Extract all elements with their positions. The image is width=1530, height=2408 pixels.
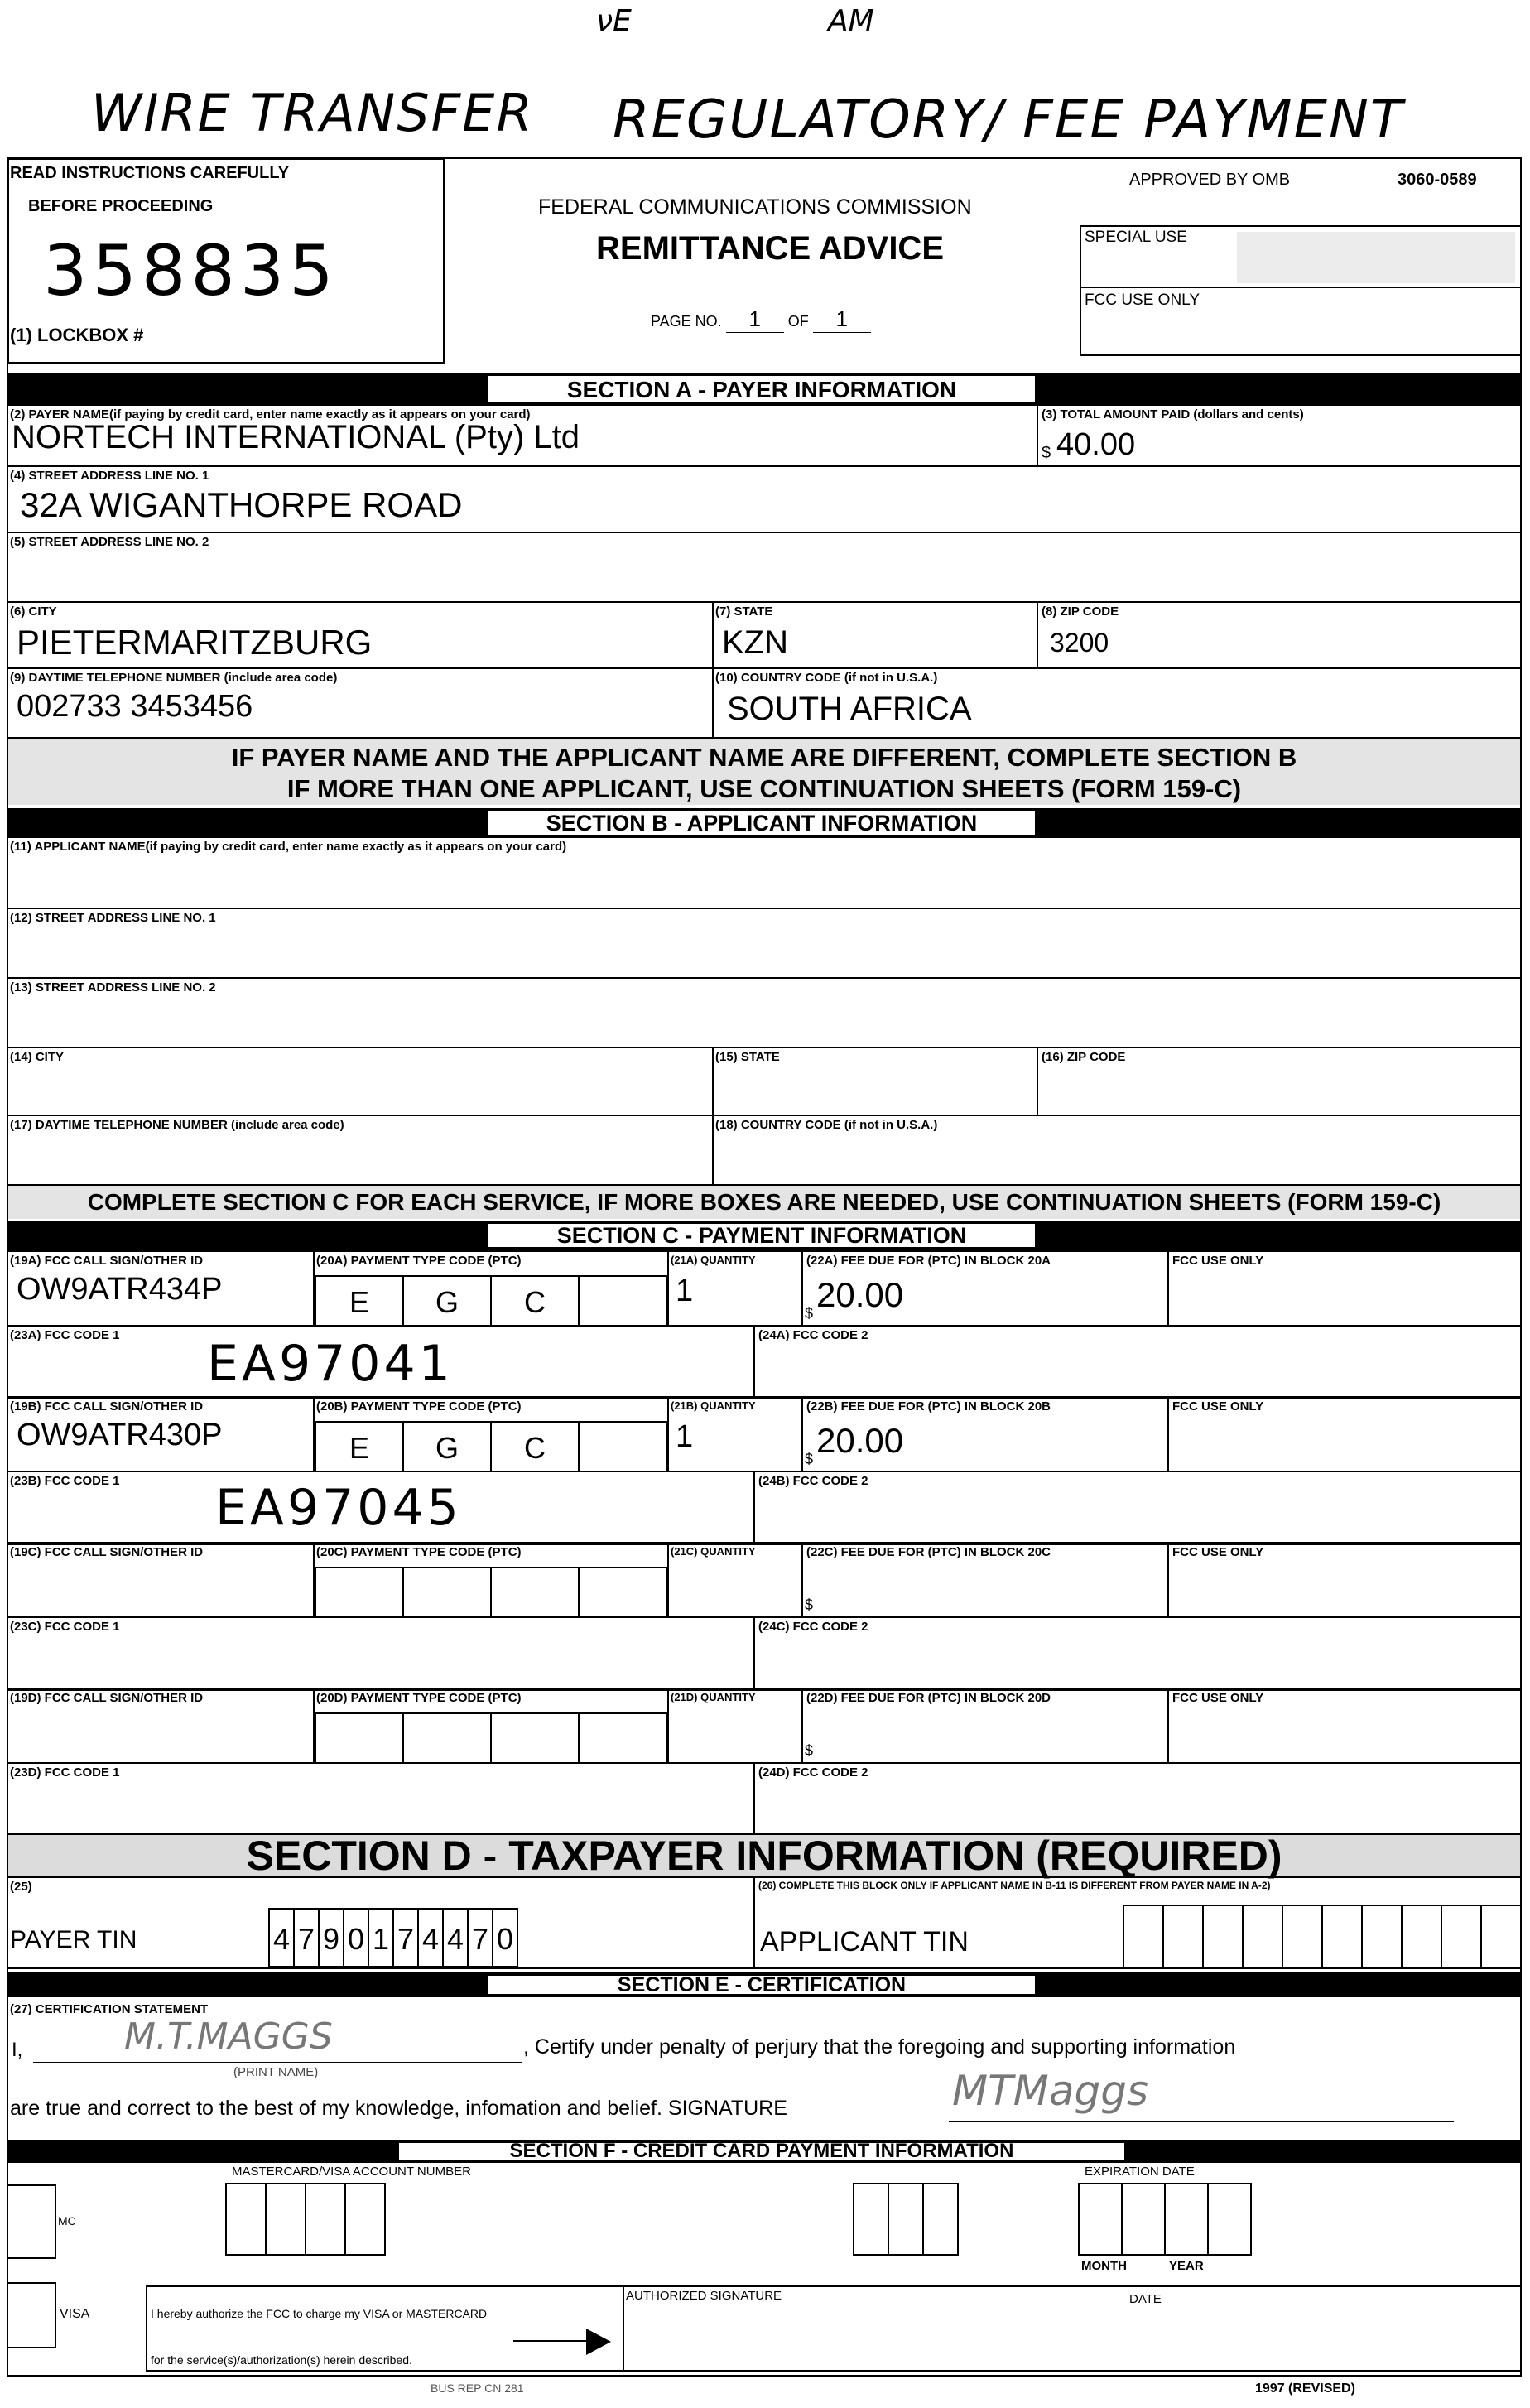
notice-b-line1: IF PAYER NAME AND THE APPLICANT NAME ARE DIFFERENT, COMPLETE SECTION B	[231, 743, 1297, 772]
section-c-title: SECTION C - PAYMENT INFORMATION	[487, 1222, 1037, 1249]
card-digit-box[interactable]	[265, 2183, 306, 2256]
zip[interactable]: 3200	[1050, 628, 1109, 657]
tin-digit[interactable]	[1123, 1905, 1164, 1969]
handwritten-title-a: WIRE TRANSFER	[91, 83, 534, 143]
tin-digit[interactable]: 7	[467, 1908, 493, 1967]
of-label: OF	[787, 313, 809, 330]
ptc-label: (20D) PAYMENT TYPE CODE (PTC)	[316, 1691, 522, 1705]
lockbox-number: 358835	[43, 230, 339, 311]
fcc-code1-label: (23D) FCC CODE 1	[10, 1765, 120, 1780]
mc-checkbox[interactable]	[7, 2184, 56, 2259]
tin-digit[interactable]: 0	[492, 1908, 518, 1967]
payer-tin-number: (25)	[10, 1880, 32, 1894]
handwritten-mark-a: νE	[596, 4, 632, 38]
notice-b-line2: IF MORE THAN ONE APPLICANT, USE CONTINUATION SHEETS (FORM 159-C)	[286, 774, 1242, 803]
b-city-label: (14) CITY	[10, 1050, 65, 1064]
fcc-code2-label: (24A) FCC CODE 2	[758, 1328, 868, 1342]
tin-digit[interactable]	[1162, 1905, 1204, 1969]
card-digit-box[interactable]	[853, 2183, 889, 2256]
fcc-code2-box	[753, 1471, 1522, 1545]
ptc-cell[interactable]	[490, 1567, 580, 1618]
quantity[interactable]: 1	[676, 1274, 694, 1308]
for-services-text: for the service(s)/authorization(s) herein described.	[151, 2353, 412, 2367]
country-label: (10) COUNTRY CODE (if not in U.S.A.)	[715, 671, 938, 685]
card-number-label: MASTERCARD/VISA ACCOUNT NUMBER	[232, 2165, 471, 2179]
b-state-label: (15) STATE	[715, 1050, 780, 1064]
card-digit-box[interactable]	[344, 2183, 386, 2256]
print-name-label: (PRINT NAME)	[233, 2065, 319, 2079]
card-digit-box[interactable]	[922, 2183, 959, 2256]
handwritten-mark-b: AM	[828, 4, 874, 38]
mc-label: MC	[58, 2214, 76, 2227]
tin-digit[interactable]	[1321, 1905, 1363, 1969]
ptc-cell[interactable]: C	[490, 1421, 580, 1472]
fcc-code1-label: (23B) FCC CODE 1	[10, 1474, 120, 1488]
applicant-tin-label: APPLICANT TIN	[760, 1926, 969, 1958]
page-number	[651, 306, 871, 333]
fcc-code1[interactable]: EA97045	[215, 1479, 462, 1537]
quantity-label: (21D) QUANTITY	[671, 1691, 756, 1703]
footer-right: 1997 (REVISED)	[1255, 2382, 1355, 2396]
payer-name-label: (2) PAYER NAME(if paying by credit card, enter name exactly as it appears on your card)	[10, 407, 531, 421]
omb-number: 3060-0589	[1398, 171, 1477, 189]
country[interactable]: SOUTH AFRICA	[727, 691, 972, 727]
fcc-use-label: FCC USE ONLY	[1172, 1545, 1264, 1559]
fcc-code1[interactable]: EA97041	[207, 1335, 454, 1393]
ptc-label: (20C) PAYMENT TYPE CODE (PTC)	[316, 1545, 522, 1559]
fee-label: (22B) FEE DUE FOR (PTC) IN BLOCK 20B	[806, 1399, 1051, 1413]
tin-digit[interactable]: 4	[268, 1908, 295, 1967]
date-label: DATE	[1129, 2292, 1162, 2306]
fee-dollar: $	[805, 1742, 814, 1759]
ptc-cell[interactable]	[578, 1567, 667, 1618]
b-street1-label: (12) STREET ADDRESS LINE NO. 1	[10, 911, 216, 925]
name-underline	[33, 2062, 522, 2063]
auth-signature-label: AUTHORIZED SIGNATURE	[626, 2289, 782, 2303]
fee-dollar: $	[805, 1597, 814, 1613]
exp-month-box[interactable]	[1078, 2183, 1123, 2256]
call-sign-label: (19D) FCC CALL SIGN/OTHER ID	[10, 1691, 204, 1705]
card-digit-box[interactable]	[225, 2183, 267, 2256]
fcc-code1-label: (23A) FCC CODE 1	[10, 1328, 120, 1342]
exp-month-box[interactable]	[1121, 2183, 1166, 2256]
b-street2-label: (13) STREET ADDRESS LINE NO. 2	[10, 980, 216, 995]
fcc-code2-label: (24D) FCC CODE 2	[758, 1765, 868, 1780]
arrow-right-icon	[586, 2329, 611, 2355]
section-b-title: SECTION B - APPLICANT INFORMATION	[487, 810, 1037, 836]
section-a-title: SECTION A - PAYER INFORMATION	[487, 374, 1037, 404]
quantity-label: (21A) QUANTITY	[671, 1254, 756, 1266]
total-label: (3) TOTAL AMOUNT PAID (dollars and cents)	[1042, 407, 1304, 421]
tin-digit[interactable]: 1	[368, 1908, 394, 1967]
ptc-cell[interactable]	[402, 1567, 492, 1618]
ptc-cell[interactable]	[315, 1712, 404, 1764]
special-use-label: SPECIAL USE	[1085, 229, 1187, 246]
fcc-code2-box	[753, 1325, 1522, 1399]
tin-digit[interactable]: 7	[392, 1908, 419, 1967]
certification-label: (27) CERTIFICATION STATEMENT	[10, 2002, 209, 2016]
phone-label: (9) DAYTIME TELEPHONE NUMBER (include area code)	[10, 671, 338, 685]
payer-tin-label: PAYER TIN	[10, 1926, 137, 1953]
tin-digit[interactable]	[1401, 1905, 1442, 1969]
street2-label: (5) STREET ADDRESS LINE NO. 2	[10, 535, 209, 549]
street2-box	[7, 532, 1522, 603]
ptc-cell[interactable]: G	[402, 1421, 492, 1472]
visa-checkbox[interactable]	[7, 2282, 56, 2348]
fcc-code2-box	[753, 1762, 1522, 1835]
street1[interactable]: 32A WIGANTHORPE ROAD	[20, 485, 463, 524]
call-sign-label: (19A) FCC CALL SIGN/OTHER ID	[10, 1254, 204, 1268]
card-digit-box[interactable]	[888, 2183, 924, 2256]
total-dollar: $	[1042, 444, 1051, 462]
fcc-use-label: FCC USE ONLY	[1085, 291, 1200, 309]
fcc-code2-box	[753, 1616, 1522, 1691]
ptc-cell[interactable]	[490, 1712, 580, 1764]
lockbox-label: (1) LOCKBOX #	[10, 325, 144, 345]
phone[interactable]: 002733 3453456	[17, 689, 253, 724]
fcc-code2-label: (24C) FCC CODE 2	[758, 1620, 868, 1634]
expiration-label: EXPIRATION DATE	[1085, 2165, 1195, 2179]
approved-by-omb: APPROVED BY OMB	[1129, 171, 1291, 189]
authorize-text: I hereby authorize the FCC to charge my VISA or MASTERCARD	[151, 2307, 488, 2320]
section-e-title: SECTION E - CERTIFICATION	[487, 1974, 1037, 1996]
total-amount[interactable]: 40.00	[1056, 427, 1136, 462]
payer-name[interactable]: NORTECH INTERNATIONAL (Pty) Ltd	[12, 419, 580, 455]
fcc-use-label: FCC USE ONLY	[1172, 1254, 1264, 1268]
state-label: (7) STATE	[715, 604, 773, 619]
street1-label: (4) STREET ADDRESS LINE NO. 1	[10, 469, 209, 483]
notice-section-b	[8, 739, 1520, 805]
page-label: PAGE NO.	[651, 313, 722, 330]
visa-label: VISA	[60, 2307, 90, 2321]
read-instructions: READ INSTRUCTIONS CAREFULLY	[10, 164, 290, 182]
section-d-title: SECTION D - TAXPAYER INFORMATION (REQUIRED)	[8, 1835, 1520, 1876]
tin-digit[interactable]	[1202, 1905, 1244, 1969]
applicant-tin-note: (26) COMPLETE THIS BLOCK ONLY IF APPLICANT NAME IN B-11 IS DIFFERENT FROM PAYER NAME IN A-2)	[758, 1880, 1271, 1891]
month-label: MONTH	[1081, 2259, 1127, 2273]
page-no: 1	[726, 306, 784, 333]
ptc-cell[interactable]	[578, 1275, 667, 1327]
ptc-cell[interactable]: E	[315, 1421, 404, 1472]
state[interactable]: KZN	[722, 624, 788, 661]
fcc-code2-label: (24B) FCC CODE 2	[758, 1474, 868, 1488]
cert-i: I,	[12, 2039, 23, 2061]
call-sign[interactable]: OW9ATR430P	[17, 1418, 223, 1452]
page-total: 1	[813, 306, 871, 333]
ptc-cell[interactable]	[402, 1712, 492, 1764]
tin-digit[interactable]	[1242, 1905, 1283, 1969]
tin-digit[interactable]: 4	[417, 1908, 444, 1967]
applicant-name-label: (11) APPLICANT NAME(if paying by credit card, enter name exactly as it appears on your card)	[10, 840, 567, 854]
ptc-cell[interactable]: C	[490, 1275, 580, 1327]
quantity-label: (21C) QUANTITY	[671, 1545, 756, 1558]
tin-digit[interactable]	[1282, 1905, 1323, 1969]
fcc-use-label: FCC USE ONLY	[1172, 1399, 1264, 1413]
tin-digit[interactable]: 9	[318, 1908, 344, 1967]
footer-left: BUS REP CN 281	[431, 2382, 524, 2395]
arrow-shaft	[513, 2340, 589, 2342]
b-phone-label: (17) DAYTIME TELEPHONE NUMBER (include area code)	[10, 1118, 344, 1132]
year-label: YEAR	[1169, 2259, 1204, 2273]
city[interactable]: PIETERMARITZBURG	[17, 623, 373, 662]
agency-name: FEDERAL COMMUNICATIONS COMMISSION	[538, 195, 972, 219]
call-sign-label: (19B) FCC CALL SIGN/OTHER ID	[10, 1399, 204, 1413]
form-title: REMITTANCE ADVICE	[596, 230, 944, 267]
quantity[interactable]: 1	[676, 1419, 694, 1454]
tin-digit[interactable]	[1480, 1905, 1522, 1969]
b-zip-label: (16) ZIP CODE	[1042, 1050, 1126, 1064]
b-street1-box	[7, 908, 1522, 979]
b-country-label: (18) COUNTRY CODE (if not in U.S.A.)	[715, 1118, 938, 1132]
special-use-shade	[1237, 232, 1515, 283]
b-street2-box	[7, 977, 1522, 1048]
section-f-title: SECTION F - CREDIT CARD PAYMENT INFORMATION	[397, 2141, 1126, 2161]
ptc-label: (20A) PAYMENT TYPE CODE (PTC)	[316, 1254, 522, 1268]
certify-text: , Certify under penalty of perjury that the foregoing and supporting information	[523, 2035, 1236, 2059]
before-proceeding: BEFORE PROCEEDING	[28, 197, 214, 215]
fee-label: (22C) FEE DUE FOR (PTC) IN BLOCK 20C	[806, 1545, 1051, 1559]
exp-year-box[interactable]	[1164, 2183, 1209, 2256]
ptc-cell[interactable]	[315, 1567, 404, 1618]
fcc-code1-label: (23C) FCC CODE 1	[10, 1620, 120, 1634]
city-label: (6) CITY	[10, 604, 57, 619]
ptc-cell[interactable]: G	[402, 1275, 492, 1327]
ptc-cell[interactable]: E	[315, 1275, 404, 1327]
fee-label: (22A) FEE DUE FOR (PTC) IN BLOCK 20A	[806, 1254, 1051, 1268]
notice-section-c: COMPLETE SECTION C FOR EACH SERVICE, IF MORE BOXES ARE NEEDED, USE CONTINUATION SHEETS (FORM 159-C)	[8, 1186, 1520, 1219]
fee-amount[interactable]: 20.00	[816, 1421, 904, 1460]
call-sign-label: (19C) FCC CALL SIGN/OTHER ID	[10, 1545, 204, 1559]
ptc-cell[interactable]	[578, 1421, 667, 1472]
tin-digit[interactable]: 7	[293, 1908, 320, 1967]
ptc-cell[interactable]	[578, 1712, 667, 1764]
tin-digit[interactable]: 0	[343, 1908, 369, 1967]
tin-digit[interactable]: 4	[442, 1908, 469, 1967]
tin-digit[interactable]	[1361, 1905, 1402, 1969]
fee-dollar: $	[805, 1305, 814, 1322]
tin-digit[interactable]	[1441, 1905, 1482, 1969]
b-city-box	[7, 1047, 714, 1116]
zip-label: (8) ZIP CODE	[1042, 604, 1119, 619]
exp-year-box[interactable]	[1207, 2183, 1252, 2256]
card-digit-box[interactable]	[305, 2183, 346, 2256]
fcc-use-label: FCC USE ONLY	[1172, 1691, 1264, 1705]
ptc-label: (20B) PAYMENT TYPE CODE (PTC)	[316, 1399, 522, 1413]
fee-amount[interactable]: 20.00	[816, 1275, 904, 1314]
certify-line2: are true and correct to the best of my knowledge, infomation and belief. SIGNATURE	[10, 2097, 787, 2120]
fee-dollar: $	[805, 1451, 814, 1467]
signature-underline	[949, 2121, 1454, 2122]
fee-label: (22D) FEE DUE FOR (PTC) IN BLOCK 20D	[806, 1691, 1051, 1705]
call-sign[interactable]: OW9ATR434P	[17, 1272, 223, 1307]
certifier-name[interactable]: M.T.MAGGS	[124, 2015, 333, 2058]
handwritten-title-b: REGULATORY/ FEE PAYMENT	[613, 89, 1404, 151]
signature[interactable]: MTMaggs	[952, 2067, 1148, 2115]
quantity-label: (21B) QUANTITY	[671, 1399, 756, 1412]
